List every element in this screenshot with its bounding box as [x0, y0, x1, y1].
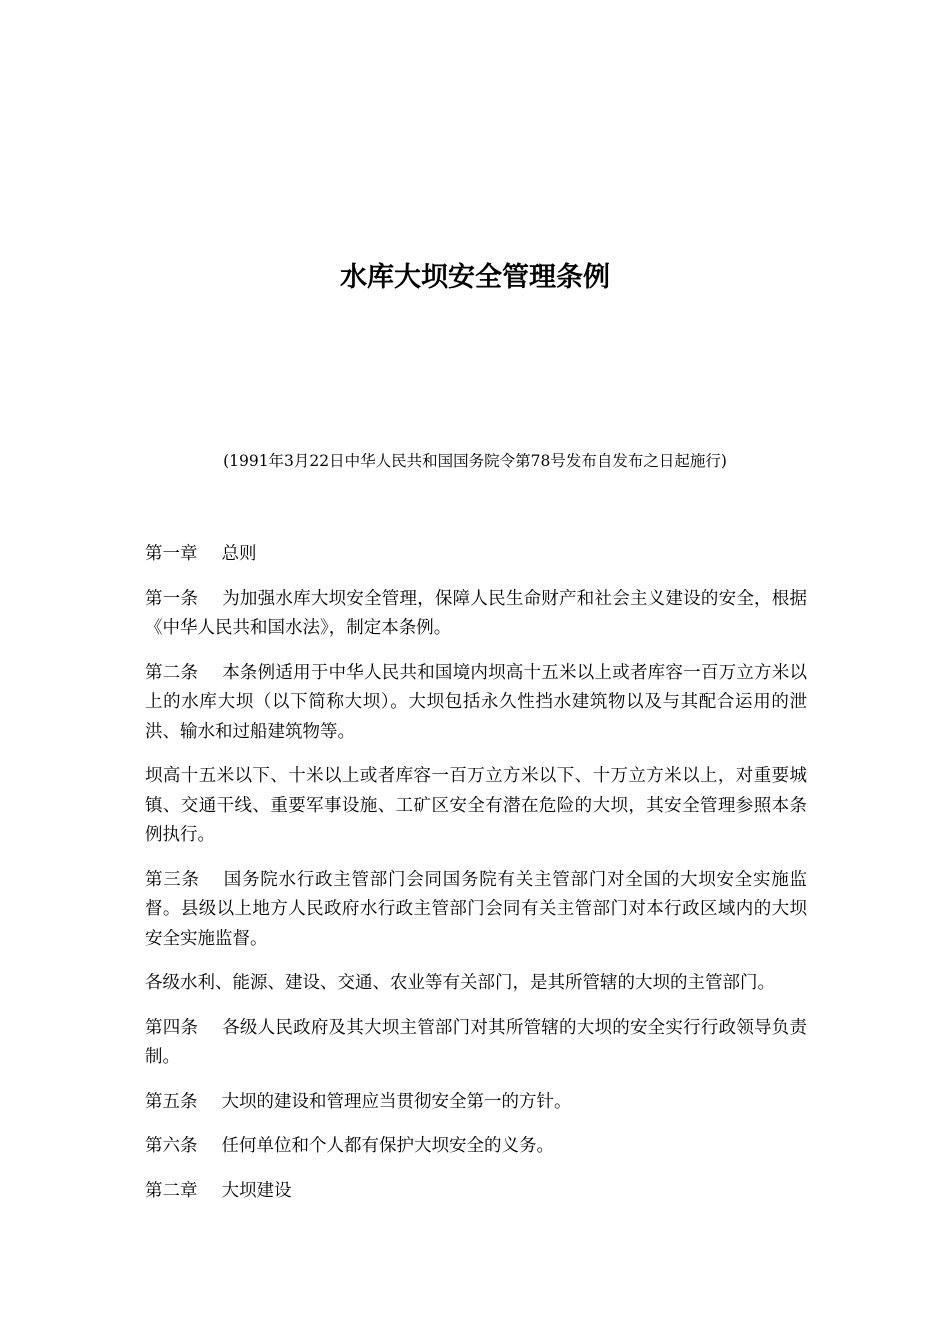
para-label: 第五条	[145, 1091, 198, 1112]
article-5	[145, 1088, 807, 1118]
article-4	[145, 1014, 807, 1073]
article-1	[145, 585, 807, 644]
para-label: 第六条	[145, 1136, 198, 1156]
para-label: 第一章	[145, 544, 198, 564]
para-text: 本条例适用于中华人民共和国境内坝高十五米以上或者库容一百万立方米以上的水库大坝（以下简称大坝）。大坝包括永久性挡水建筑物以及与其配合运用的泄洪、输水和过船建筑物等。	[145, 662, 807, 742]
para-text: 各级水利、能源、建设、交通、农业等有关部门，是其所管辖的大坝的主管部门。	[145, 973, 775, 993]
para-text: 国务院水行政主管部门会同国务院有关主管部门对全国的大坝安全实施监督。县级以上地方人民政府水行政主管部门会同有关主管部门对本行政区域内的大坝安全实施监督。	[145, 869, 807, 949]
document-body	[145, 540, 807, 1221]
para-label: 第一条	[145, 588, 199, 609]
para-text: 各级人民政府及其大坝主管部门对其所管辖的大坝的安全实行行政领导负责制。	[145, 1017, 807, 1067]
para-text: 坝高十五米以下、十米以上或者库容一百万立方米以下、十万立方米以上，对重要城镇、交通干线、重要军事设施、工矿区安全有潜在危险的大坝，其安全管理参照本条例执行。	[145, 766, 807, 845]
chapter-1-heading	[145, 540, 807, 570]
para-text: 总则	[221, 544, 257, 564]
article-2-continued	[145, 762, 807, 851]
para-text: 大坝的建设和管理应当贯彻安全第一的方针。	[221, 1091, 572, 1112]
para-label: 第四条	[145, 1017, 199, 1038]
chapter-2-heading	[145, 1177, 807, 1207]
article-3	[145, 866, 807, 955]
article-3-continued	[145, 969, 807, 999]
document-subtitle: (1991年3月22日中华人民共和国国务院令第78号发布自发布之日起施行)	[223, 452, 727, 470]
para-label: 第二章	[145, 1180, 198, 1201]
article-6	[145, 1132, 807, 1162]
para-text: 任何单位和个人都有保护大坝安全的义务。	[221, 1136, 554, 1156]
article-2	[145, 659, 807, 748]
para-text: 大坝建设	[221, 1180, 292, 1201]
para-label: 第二条	[145, 662, 199, 683]
document-title: 水库大坝安全管理条例	[340, 262, 610, 293]
para-text: 为加强水库大坝安全管理，保障人民生命财产和社会主义建设的安全，根据《中华人民共和国水法》，制定本条例。	[145, 588, 807, 638]
para-label: 第三条	[145, 869, 200, 890]
